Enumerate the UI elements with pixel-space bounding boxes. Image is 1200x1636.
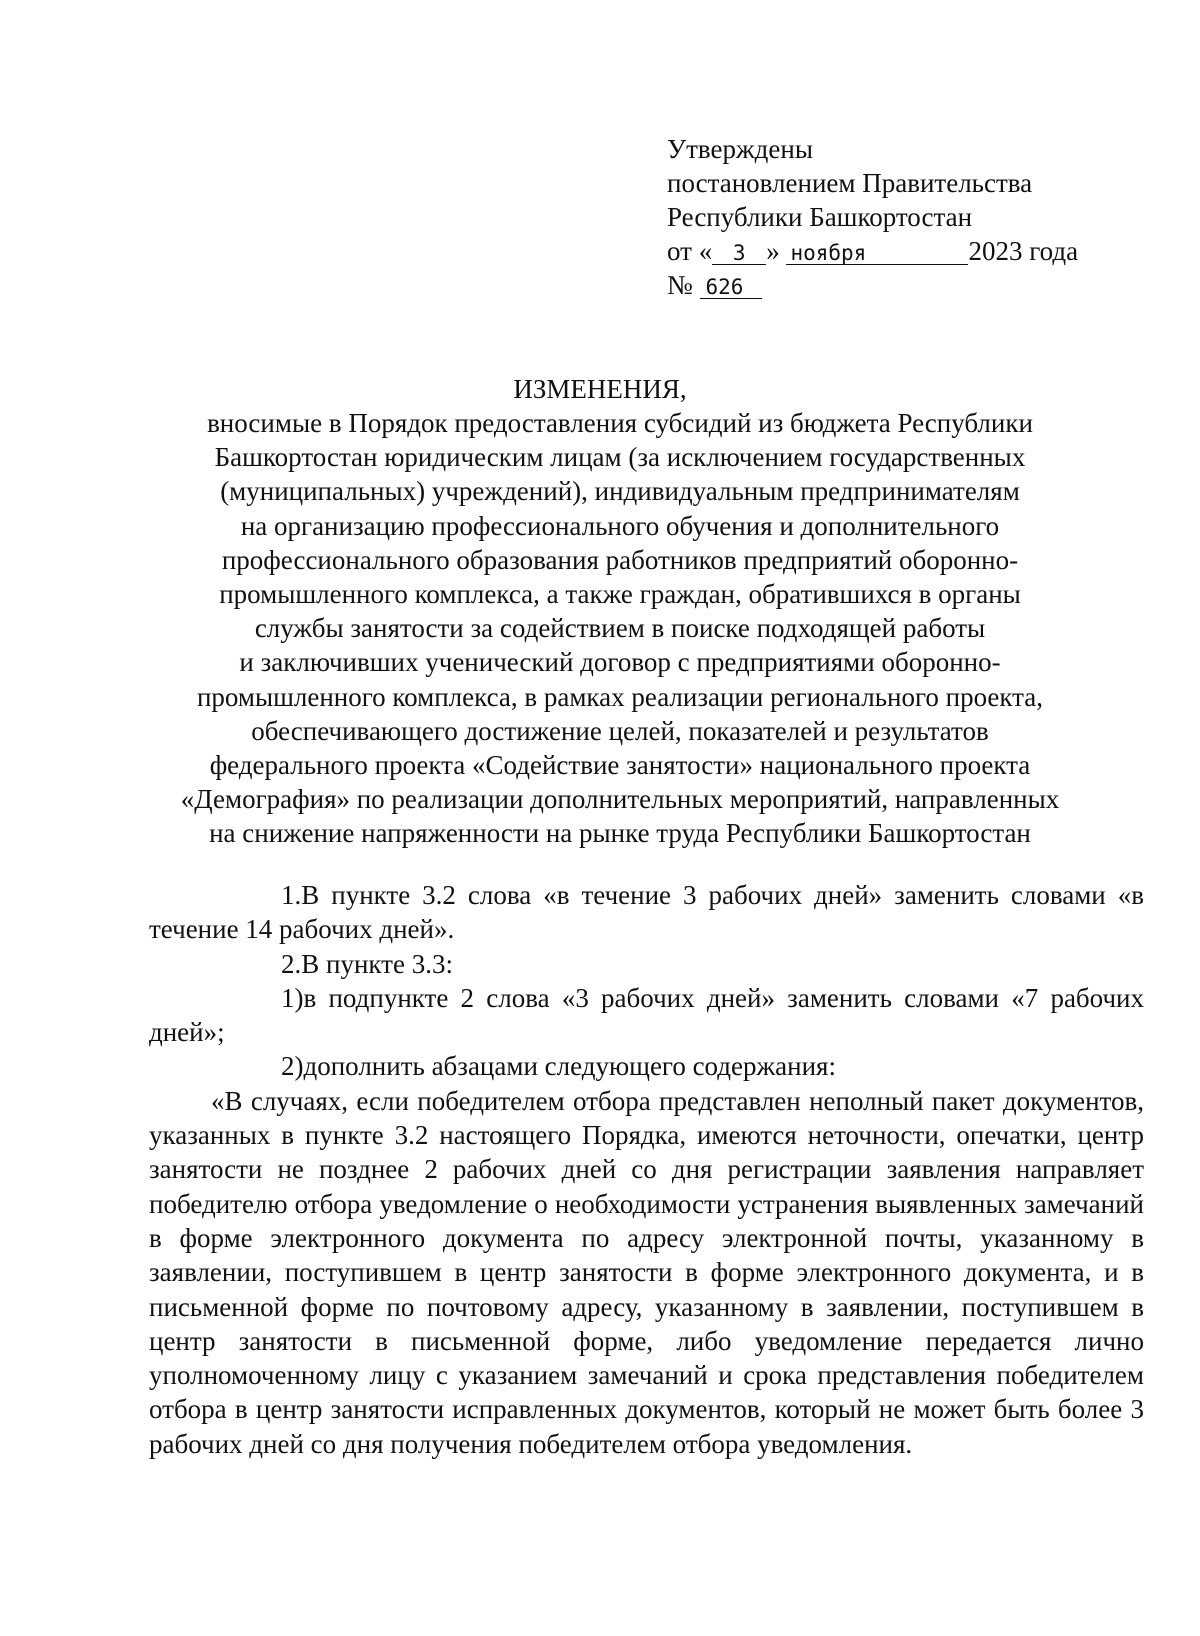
number-value: 626 bbox=[700, 276, 762, 299]
item-1-text: В пункте 3.2 слова «в течение 3 рабочих дней» заменить словами «в течение 14 рабочих дней». bbox=[149, 880, 1144, 945]
date-day: 3 bbox=[712, 242, 766, 265]
subtitle-line: профессионального образования работников предприятий оборонно- bbox=[221, 544, 1019, 575]
subtitle-line: Башкортостан юридическим лицам (за исключением государственных bbox=[214, 442, 1026, 473]
approval-stamp bbox=[667, 132, 1167, 302]
document-title: ИЗМЕНЕНИЯ, bbox=[513, 374, 687, 404]
quote-paragraph: «В случаях, если победителем отбора представлен неполный пакет документов, указанных в пункте 3.2 настоящего Порядка, имеются неточности, опечатки, центр занятости не позднее 2 рабочих дней со дня регистрации заявления направляет победителю отбора уведомление о необходимости устранения выявленных замечаний в форме электронного документа по адресу электронной почты, указанному в заявлении, поступившем в центр занятости в форме электронного документа, и в письменной форме по почтовому адресу, указанному в заявлении, поступившем в центр занятости в письменной форме, либо уведомление передается лично уполномоченному лицу с указанием замечаний и срока представления победителем отбора в центр занятости исправленных документов, который не может быть более 3 рабочих дней со дня получения победителем отбора уведомления. bbox=[149, 1085, 1144, 1459]
subitem-2-text: дополнить абзацами следующего содержания: bbox=[303, 1051, 836, 1082]
approval-date bbox=[667, 234, 1167, 268]
subitem-2 bbox=[149, 1049, 1144, 1083]
date-month: ноября bbox=[786, 242, 968, 265]
subtitle-line: промышленного комплекса, а также граждан, обратившихся в органы bbox=[219, 579, 1021, 610]
approval-line-3: Республики Башкортостан bbox=[667, 202, 973, 232]
subtitle-line: (муниципальных) учреждений), индивидуальным предпринимателям bbox=[220, 476, 1020, 507]
item-1-number: 1. bbox=[281, 880, 302, 910]
subitem-1-text: в подпункте 2 слова «3 рабочих дней» заменить словами «7 рабочих дней»; bbox=[149, 982, 1144, 1048]
subtitle-line: на организацию профессионального обучения и дополнительного bbox=[240, 510, 1000, 541]
date-year: 2023 года bbox=[968, 236, 1079, 266]
subtitle-line: обеспечивающего достижение целей, показателей и результатов bbox=[251, 715, 989, 746]
subtitle-line: и заключивших ученический договор с предприятиями оборонно- bbox=[239, 647, 1001, 678]
subtitle-line: службы занятости за содействием в поиске подходящей работы bbox=[254, 613, 986, 644]
subitem-2-number: 2) bbox=[281, 1051, 304, 1082]
approval-line-2: постановлением Правительства bbox=[667, 168, 1033, 198]
subtitle-line: федерального проекта «Содействие занятости» национального проекта bbox=[209, 750, 1031, 781]
document-body bbox=[149, 878, 1144, 1461]
number-prefix: № bbox=[667, 270, 693, 300]
item-2 bbox=[149, 947, 1144, 981]
item-2-number: 2. bbox=[281, 948, 302, 979]
subtitle-line: промышленного комплекса, в рамках реализации регионального проекта, bbox=[196, 681, 1044, 712]
subitem-1-number: 1) bbox=[281, 982, 304, 1013]
date-prefix: от « bbox=[667, 236, 713, 266]
approval-line-1: Утверждены bbox=[667, 134, 813, 164]
document-subtitle bbox=[140, 406, 1100, 851]
subtitle-line: «Демография» по реализации дополнительных мероприятий, направленных bbox=[180, 784, 1060, 815]
item-2-text: В пункте 3.3: bbox=[301, 948, 453, 979]
subitem-1 bbox=[149, 981, 1144, 1050]
date-mid: » bbox=[766, 236, 780, 266]
item-1 bbox=[149, 878, 1144, 947]
subtitle-line: на снижение напряженности на рынке труда Республики Башкортостан bbox=[209, 818, 1031, 849]
approval-number bbox=[667, 268, 1167, 302]
subtitle-line: вносимые в Порядок предоставления субсидий из бюджета Республики bbox=[207, 408, 1033, 438]
